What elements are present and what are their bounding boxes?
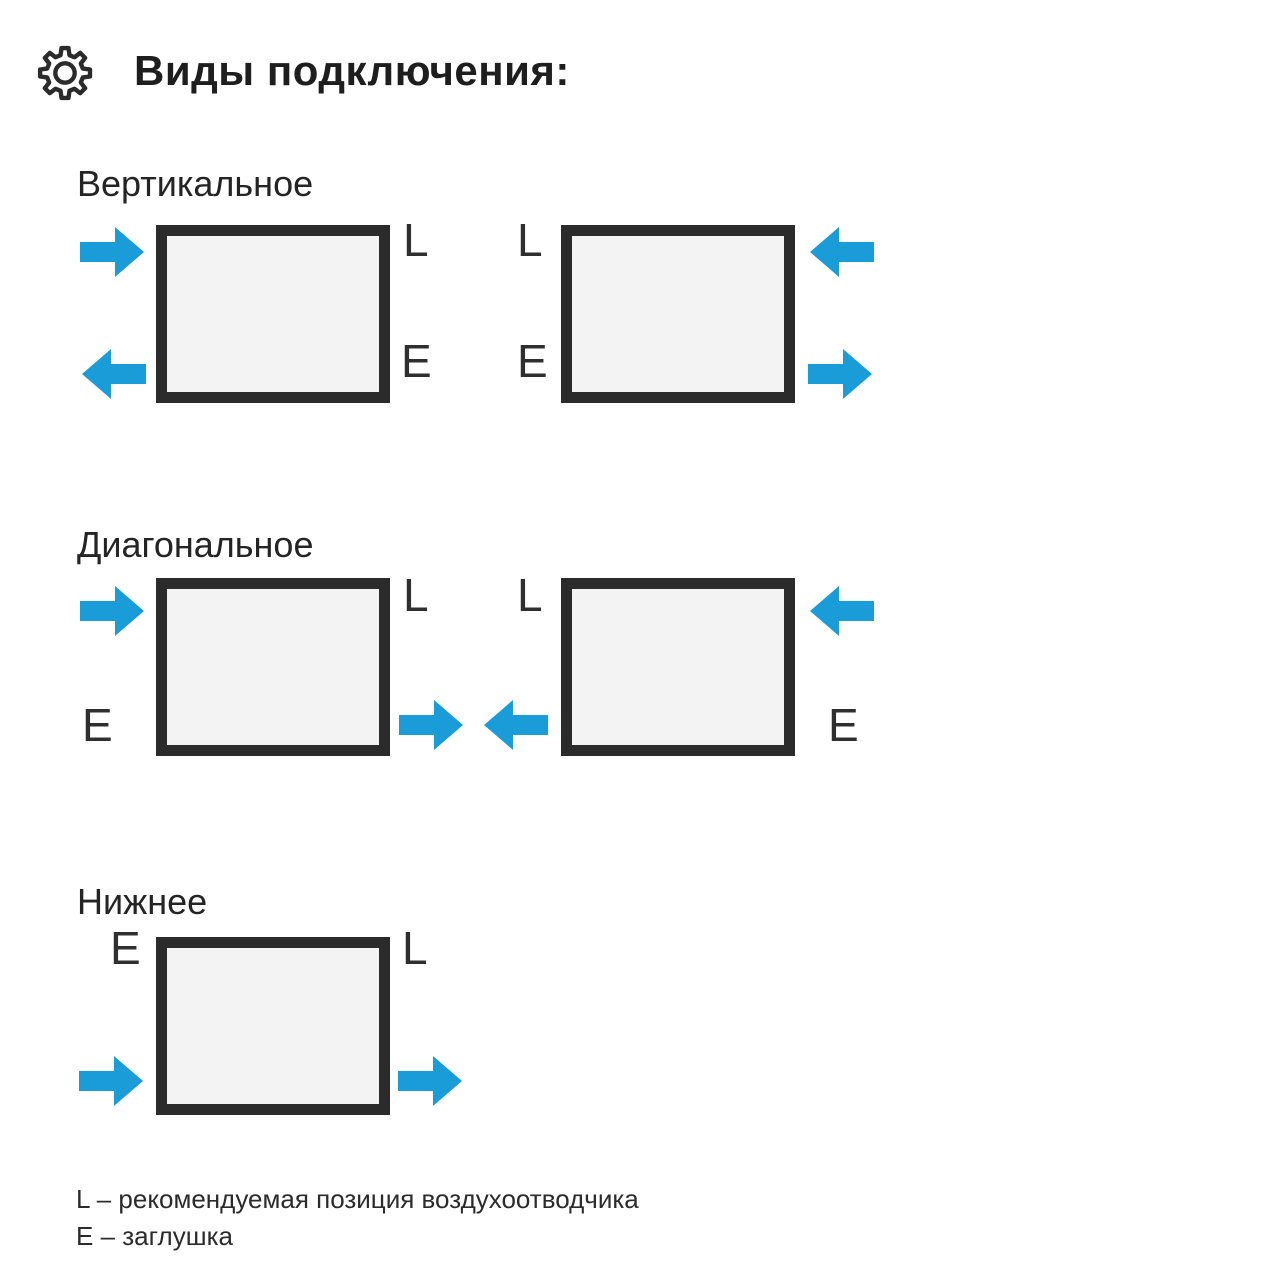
- section-title-diagonal: Диагональное: [77, 524, 314, 565]
- legend: [76, 1181, 639, 1255]
- port-label-air-vent: L: [517, 214, 543, 266]
- outlet-arrow-icon: [80, 347, 146, 401]
- radiator-body: [561, 578, 795, 756]
- outlet-arrow-icon: [399, 698, 465, 752]
- port-label-plug: E: [401, 335, 432, 387]
- outlet-arrow-icon: [808, 347, 874, 401]
- inlet-arrow-icon: [808, 225, 874, 279]
- port-label-plug: E: [517, 335, 548, 387]
- port-label-air-vent: L: [403, 569, 429, 621]
- inlet-arrow-icon: [80, 225, 146, 279]
- radiator-body: [156, 937, 390, 1115]
- section-title-bottom: Нижнее: [77, 881, 208, 922]
- outlet-arrow-icon: [398, 1054, 464, 1108]
- port-label-air-vent: L: [403, 214, 429, 266]
- radiator-body: [156, 578, 390, 756]
- section-title-vertical: Вертикальное: [77, 163, 314, 204]
- page-title: Виды подключения:: [134, 47, 570, 94]
- legend-line-air-vent: L – рекомендуемая позиция воздухоотводчика: [76, 1184, 639, 1214]
- inlet-arrow-icon: [79, 1054, 145, 1108]
- port-label-air-vent: L: [402, 922, 428, 974]
- port-label-air-vent: L: [517, 569, 543, 621]
- legend-line-plug: E – заглушка: [76, 1221, 233, 1251]
- inlet-arrow-icon: [80, 584, 146, 638]
- radiator-body: [561, 225, 795, 403]
- radiator-body: [156, 225, 390, 403]
- port-label-plug: E: [110, 922, 141, 974]
- gear-icon: [34, 42, 96, 104]
- inlet-arrow-icon: [808, 584, 874, 638]
- port-label-plug: E: [828, 699, 859, 751]
- outlet-arrow-icon: [482, 698, 548, 752]
- port-label-plug: E: [82, 699, 113, 751]
